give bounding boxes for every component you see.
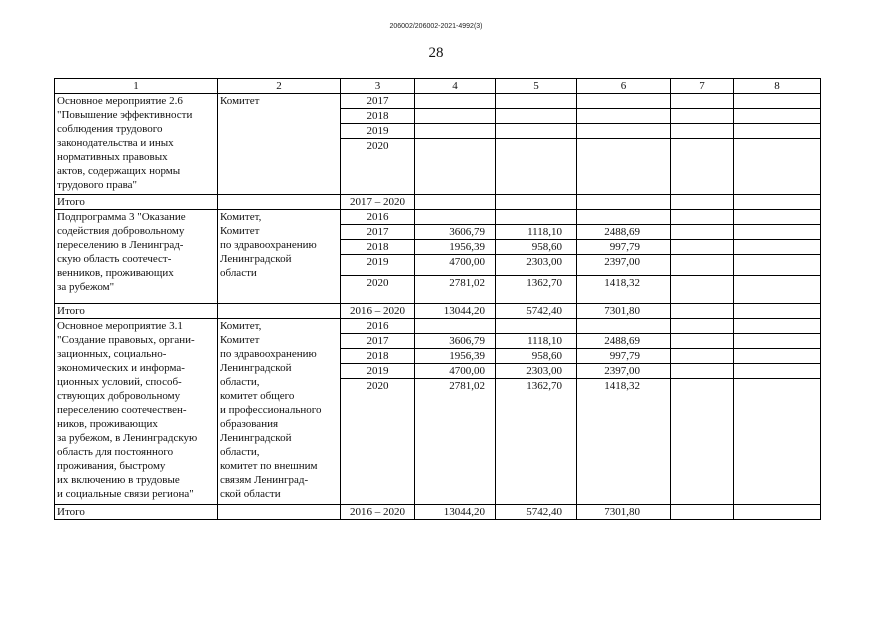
column-number: 2 <box>218 79 341 94</box>
total-label: Итого <box>55 505 218 520</box>
value-col6: 1418,32 <box>577 379 671 505</box>
value-col5 <box>496 109 577 124</box>
value-col5 <box>496 139 577 195</box>
value-col8 <box>734 139 821 195</box>
year-cell: 2020 <box>341 276 415 304</box>
value-col6: 997,79 <box>577 240 671 255</box>
value-col6: 1418,32 <box>577 276 671 304</box>
total-label: Итого <box>55 195 218 210</box>
value-col6 <box>577 319 671 334</box>
value-col8 <box>734 304 821 319</box>
total-row <box>55 505 821 520</box>
value-col8 <box>734 240 821 255</box>
value-col4 <box>415 139 496 195</box>
value-col8 <box>734 109 821 124</box>
value-col8 <box>734 505 821 520</box>
value-col5 <box>496 124 577 139</box>
column-number: 3 <box>341 79 415 94</box>
year-cell: 2017 <box>341 225 415 240</box>
value-col5 <box>496 94 577 109</box>
value-col4 <box>415 319 496 334</box>
activity-name: Основное мероприятие 3.1 "Создание правовых, органи- зационных, социально- экономических и информа- ционных условий, способ- ствующих добровольному переселению соотечествен- ников, проживающих за рубежом, в Ленинградскую область для постоянного проживания, быстрому их включению в трудовые и социальные связи региона" <box>55 319 218 505</box>
value-col4: 2781,02 <box>415 276 496 304</box>
executor <box>218 505 341 520</box>
value-col4: 4700,00 <box>415 364 496 379</box>
year-range-cell: 2016 – 2020 <box>341 304 415 319</box>
value-col6 <box>577 94 671 109</box>
value-col8 <box>734 334 821 349</box>
value-col6: 2488,69 <box>577 225 671 240</box>
value-col5: 1118,10 <box>496 225 577 240</box>
value-col8 <box>734 124 821 139</box>
table-row <box>55 94 821 109</box>
value-col5: 958,60 <box>496 240 577 255</box>
value-col6: 2397,00 <box>577 364 671 379</box>
activity-name: Подпрограмма 3 "Оказание содействия добровольному переселению в Ленинград- скую область соотечест- венников, проживающих за рубежом" <box>55 210 218 304</box>
value-col6 <box>577 124 671 139</box>
value-col7 <box>671 334 734 349</box>
year-cell: 2019 <box>341 255 415 276</box>
value-col5: 2303,00 <box>496 364 577 379</box>
program-table <box>54 78 821 520</box>
value-col4: 13044,20 <box>415 304 496 319</box>
value-col4: 3606,79 <box>415 225 496 240</box>
value-col4: 2781,02 <box>415 379 496 505</box>
year-cell: 2020 <box>341 379 415 505</box>
value-col7 <box>671 276 734 304</box>
value-col6 <box>577 139 671 195</box>
value-col8 <box>734 364 821 379</box>
value-col4 <box>415 124 496 139</box>
value-col7 <box>671 94 734 109</box>
page-number: 28 <box>428 45 444 61</box>
column-number: 1 <box>55 79 218 94</box>
value-col4: 4700,00 <box>415 255 496 276</box>
value-col5: 1362,70 <box>496 379 577 505</box>
value-col5: 2303,00 <box>496 255 577 276</box>
total-row <box>55 304 821 319</box>
value-col7 <box>671 225 734 240</box>
value-col5: 5742,40 <box>496 505 577 520</box>
activity-name: Основное мероприятие 2.6 "Повышение эффективности соблюдения трудового законодательства и иных нормативных правовых актов, содержащих нормы трудового права" <box>55 94 218 195</box>
value-col7 <box>671 304 734 319</box>
value-col8 <box>734 276 821 304</box>
value-col7 <box>671 505 734 520</box>
value-col8 <box>734 210 821 225</box>
column-number-row <box>55 79 821 94</box>
year-cell: 2018 <box>341 240 415 255</box>
value-col8 <box>734 379 821 505</box>
value-col4: 3606,79 <box>415 334 496 349</box>
value-col5: 958,60 <box>496 349 577 364</box>
year-cell: 2017 <box>341 94 415 109</box>
table-row <box>55 210 821 225</box>
value-col6: 7301,80 <box>577 304 671 319</box>
value-col7 <box>671 139 734 195</box>
value-col4 <box>415 210 496 225</box>
executor: Комитет, Комитет по здравоохранению Ленинградской области, комитет общего и профессионального образования Ленинградской области, комитет по внешним связям Ленинград- ской области <box>218 319 341 505</box>
executor <box>218 304 341 319</box>
value-col7 <box>671 240 734 255</box>
year-cell: 2016 <box>341 319 415 334</box>
executor: Комитет <box>218 94 341 195</box>
value-col7 <box>671 195 734 210</box>
value-col5: 1118,10 <box>496 334 577 349</box>
column-number: 8 <box>734 79 821 94</box>
value-col4 <box>415 109 496 124</box>
value-col5 <box>496 319 577 334</box>
total-row <box>55 195 821 210</box>
year-cell: 2017 <box>341 334 415 349</box>
value-col5 <box>496 210 577 225</box>
value-col7 <box>671 364 734 379</box>
value-col5 <box>496 195 577 210</box>
value-col6: 997,79 <box>577 349 671 364</box>
document-id: 206002/206002-2021-4992(3) <box>389 23 483 30</box>
year-cell: 2016 <box>341 210 415 225</box>
value-col4: 13044,20 <box>415 505 496 520</box>
year-cell: 2020 <box>341 139 415 195</box>
value-col7 <box>671 109 734 124</box>
value-col6 <box>577 109 671 124</box>
year-cell: 2019 <box>341 364 415 379</box>
column-number: 6 <box>577 79 671 94</box>
value-col7 <box>671 379 734 505</box>
year-cell: 2019 <box>341 124 415 139</box>
value-col4: 1956,39 <box>415 349 496 364</box>
value-col5: 1362,70 <box>496 276 577 304</box>
value-col6: 2397,00 <box>577 255 671 276</box>
executor: Комитет, Комитет по здравоохранению Ленинградской области <box>218 210 341 304</box>
year-range-cell: 2016 – 2020 <box>341 505 415 520</box>
value-col7 <box>671 319 734 334</box>
column-number: 4 <box>415 79 496 94</box>
value-col6: 7301,80 <box>577 505 671 520</box>
value-col8 <box>734 349 821 364</box>
value-col6: 2488,69 <box>577 334 671 349</box>
column-number: 5 <box>496 79 577 94</box>
year-cell: 2018 <box>341 109 415 124</box>
value-col7 <box>671 255 734 276</box>
value-col4 <box>415 195 496 210</box>
value-col4 <box>415 94 496 109</box>
value-col7 <box>671 349 734 364</box>
value-col8 <box>734 195 821 210</box>
table-row <box>55 319 821 334</box>
value-col8 <box>734 255 821 276</box>
value-col6 <box>577 210 671 225</box>
column-number: 7 <box>671 79 734 94</box>
value-col8 <box>734 94 821 109</box>
value-col8 <box>734 225 821 240</box>
value-col7 <box>671 210 734 225</box>
total-label: Итого <box>55 304 218 319</box>
value-col4: 1956,39 <box>415 240 496 255</box>
executor <box>218 195 341 210</box>
value-col7 <box>671 124 734 139</box>
value-col8 <box>734 319 821 334</box>
value-col6 <box>577 195 671 210</box>
year-cell: 2018 <box>341 349 415 364</box>
year-range-cell: 2017 – 2020 <box>341 195 415 210</box>
value-col5: 5742,40 <box>496 304 577 319</box>
